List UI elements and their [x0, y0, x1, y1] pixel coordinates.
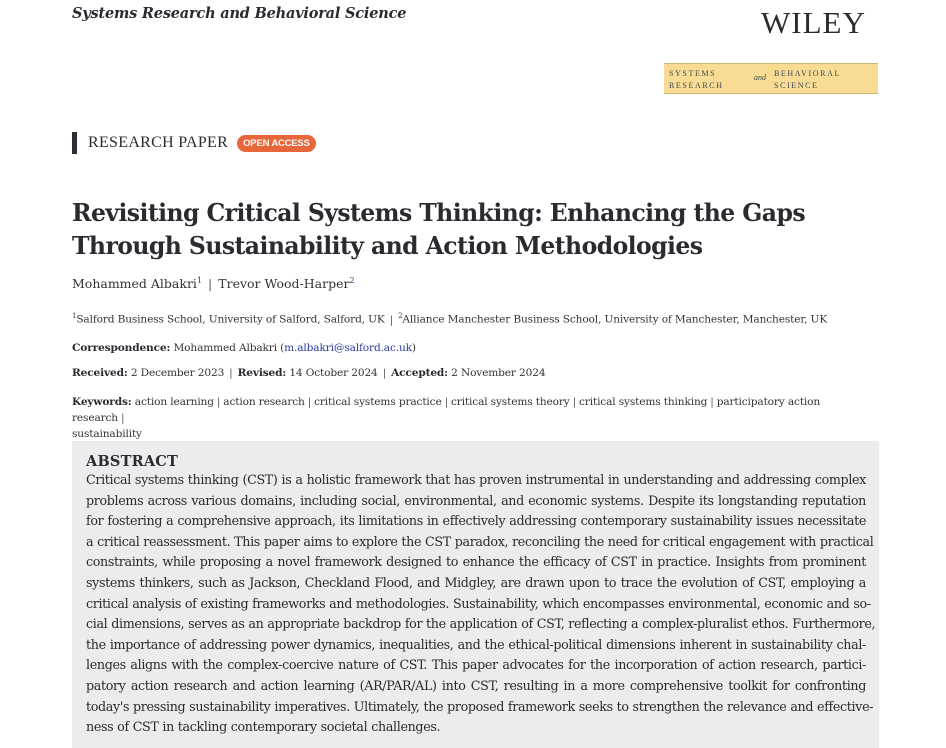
article-type	[72, 132, 316, 154]
publisher-logo: WILEY	[761, 5, 866, 40]
keyword[interactable]: critical systems theory	[451, 396, 570, 408]
separator: |	[710, 396, 714, 408]
keyword[interactable]: critical systems practice	[314, 396, 442, 408]
abstract-text	[86, 470, 876, 738]
keyword[interactable]: critical systems thinking	[579, 396, 708, 408]
keyword[interactable]: sustainability	[72, 428, 142, 440]
logo-word-research: research	[669, 77, 724, 91]
separator: |	[444, 396, 448, 408]
abstract-line: systems thinkers, such as Jackson, Checkland Flood, and Midgley, are drawn upon to trace the evolution of CST, employing a	[86, 574, 866, 590]
correspondence: Correspondence: Mohammed Albakri (m.albakri@salford.ac.uk)	[72, 342, 416, 354]
affiliations	[72, 312, 827, 326]
revised-date: 14 October 2024	[289, 367, 378, 379]
separator: |	[208, 276, 213, 292]
correspondence-label: Correspondence:	[72, 342, 171, 354]
separator: |	[572, 396, 577, 408]
affiliation: Salford Business School, University of Salford, Salford, UK	[76, 313, 385, 326]
keywords	[72, 394, 872, 442]
abstract-line: patory action research and action learning (AR/PAR/AL) into CST, resulting in a more comprehensive toolkit for confronting	[86, 677, 866, 693]
abstract-line: lenges aligns with the complex-coercive nature of CST. This paper advocates for the incorporation of action research, partici-	[86, 657, 866, 673]
logo-word-science: science	[774, 77, 819, 91]
abstract-line: constraints, while proposing a novel framework designed to enhance the efficacy of CST in practice. Insights from prominent	[86, 554, 866, 570]
article-dates	[72, 367, 545, 379]
abstract-line: problems across various domains, including social, environmental, and economic systems. Despite its longstanding reputation	[86, 492, 866, 508]
author-list	[72, 276, 355, 291]
logo-word-and: and	[754, 73, 766, 82]
separator: |	[229, 367, 233, 379]
article-title: Revisiting Critical Systems Thinking: Enhancing the Gaps Through Sustainability and Action Methodologies	[72, 198, 806, 260]
abstract-line: the importance of addressing power dynamics, inequalities, and the ethical-political dimensions inherent in sustainability chal-	[86, 636, 866, 652]
abstract-line: critical analysis of existing frameworks and methodologies. Sustainability, which encompasses environmental, economic and so-	[86, 595, 871, 611]
keyword[interactable]: action learning	[134, 396, 214, 408]
logo-word-systems: systems	[669, 65, 717, 79]
separator: |	[389, 313, 394, 326]
abstract-line: for fostering a comprehensive approach, its limitations in effectively addressing contemporary sustainability issues necessitate	[86, 513, 866, 529]
correspondence-email-link[interactable]: m.albakri@salford.ac.uk	[284, 342, 412, 354]
abstract-line: ness of CST in tackling contemporary societal challenges.	[86, 719, 441, 735]
accepted-label: Accepted:	[391, 367, 448, 379]
journal-name: Systems Research and Behavioral Science	[72, 5, 407, 22]
keyword[interactable]: participatory action research	[72, 396, 821, 424]
affil-num: 2	[398, 312, 403, 320]
received-date: 2 December 2023	[130, 367, 225, 379]
author-name[interactable]: Trevor Wood-Harper	[218, 276, 350, 292]
abstract-line: cial dimensions, serves as an appropriate backdrop for the application of CST, reflecting a complex-pluralist ethos. Furthermore,	[86, 616, 876, 632]
author-affil-ref[interactable]: 1	[196, 276, 203, 285]
open-access-badge: OPEN ACCESS	[237, 135, 316, 152]
abstract-line: Critical systems thinking (CST) is a holistic framework that has proven instrumental in understanding and addressing complex	[86, 472, 866, 487]
journal-logo	[664, 63, 878, 94]
abstract-box	[72, 441, 879, 748]
separator: |	[307, 396, 312, 408]
article-type-bar	[72, 132, 77, 154]
keywords-label: Keywords:	[72, 396, 132, 408]
separator: |	[216, 396, 221, 408]
abstract-heading: ABSTRACT	[86, 453, 178, 470]
author-name[interactable]: Mohammed Albakri	[72, 276, 197, 292]
accepted-date: 2 November 2024	[451, 367, 546, 379]
revised-label: Revised:	[237, 367, 287, 379]
article-type-label: RESEARCH PAPER	[88, 134, 229, 151]
correspondence-name: Mohammed Albakri	[173, 342, 277, 354]
author-affil-ref[interactable]: 2	[349, 276, 355, 285]
logo-word-behavioral: behavioral	[774, 65, 841, 79]
abstract-line: a critical reassessment. This paper aims to explore the CST paradox, reconciling the need for critical engagement with practical	[86, 533, 874, 549]
separator: |	[382, 367, 387, 379]
affiliation: Alliance Manchester Business School, University of Manchester, Manchester, UK	[402, 313, 828, 326]
abstract-line: today's pressing sustainability imperatives. Ultimately, the proposed framework seeks to strengthen the relevance and effective-	[86, 698, 874, 714]
received-label: Received:	[72, 367, 128, 379]
keyword[interactable]: action research	[223, 396, 305, 408]
affil-num: 1	[72, 312, 77, 320]
separator: |	[120, 412, 125, 424]
